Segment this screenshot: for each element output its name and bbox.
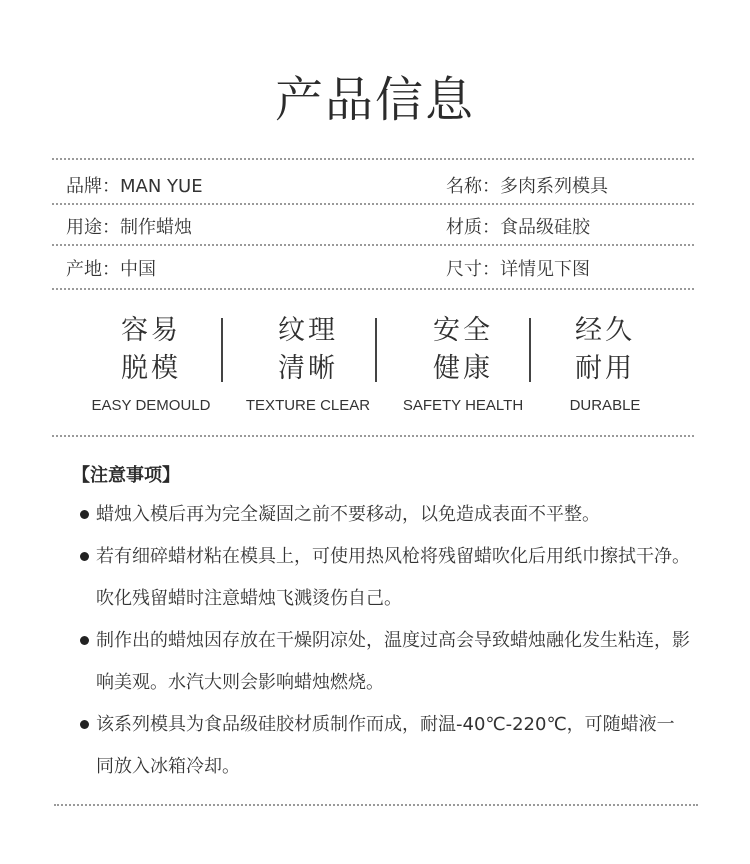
notice-item-text: 蜡烛入模后再为完全凝固之前不要移动，以免造成表面不平整。 [96, 504, 600, 525]
info-origin: 产地：中国 [66, 259, 156, 280]
notice-item-text: 该系列模具为食品级硅胶材质制作而成，耐温-40℃-220℃，可随蜡液一同放入冰箱冷却。 [96, 714, 675, 777]
feature-easy-demould [74, 312, 228, 416]
info-row-usage [66, 214, 666, 242]
feature-cn-line1: 纹理 [278, 315, 338, 346]
feature-en: DURABLE [569, 397, 641, 414]
notice-item-text: 若有细碎蜡材粘在模具上，可使用热风枪将残留蜡吹化后用纸巾擦拭干净。吹化残留蜡时注意蜡烛飞溅烫伤自己。 [96, 546, 690, 609]
divider [52, 435, 694, 437]
notice-title: 【注意事项】 [72, 465, 180, 486]
bullet-dot-icon [80, 552, 89, 561]
info-brand: 品牌：MAN YUE [66, 176, 203, 197]
feature-separator [375, 318, 377, 382]
notice-item [80, 536, 690, 620]
feature-separator [221, 318, 223, 382]
bullet-dot-icon [80, 720, 89, 729]
feature-cn-line2: 耐用 [575, 353, 635, 384]
divider [52, 158, 694, 160]
feature-cn-line1: 容易 [121, 315, 181, 346]
info-row-brand [66, 173, 666, 201]
feature-durable [528, 312, 682, 416]
divider [54, 804, 698, 806]
feature-texture-clear [231, 312, 385, 416]
divider [52, 244, 694, 246]
info-row-origin [66, 256, 666, 284]
info-material: 材质：食品级硅胶 [446, 217, 590, 238]
bullet-dot-icon [80, 636, 89, 645]
divider [52, 203, 694, 205]
bullet-dot-icon [80, 510, 89, 519]
page-title: 产品信息 [274, 72, 475, 128]
feature-en: TEXTURE CLEAR [245, 397, 371, 414]
feature-en: EASY DEMOULD [91, 397, 211, 414]
info-name: 名称：多肉系列模具 [446, 176, 608, 197]
feature-cn-line2: 健康 [433, 353, 493, 384]
info-size: 尺寸：详情见下图 [446, 259, 590, 280]
notice-item-text: 制作出的蜡烛因存放在干燥阴凉处，温度过高会导致蜡烛融化发生粘连，影响美观。水汽大则会影响蜡烛燃烧。 [96, 630, 690, 693]
feature-cn-line1: 安全 [433, 315, 493, 346]
info-usage: 用途：制作蜡烛 [66, 217, 192, 238]
notice-item [80, 494, 690, 536]
feature-cn-line1: 经久 [575, 315, 635, 346]
feature-safety-health [386, 312, 540, 416]
feature-en: SAFETY HEALTH [402, 397, 524, 414]
notice-item [80, 704, 690, 788]
feature-cn-line2: 清晰 [278, 353, 338, 384]
notice-item [80, 620, 690, 704]
feature-cn-line2: 脱模 [121, 353, 181, 384]
divider [52, 288, 694, 290]
